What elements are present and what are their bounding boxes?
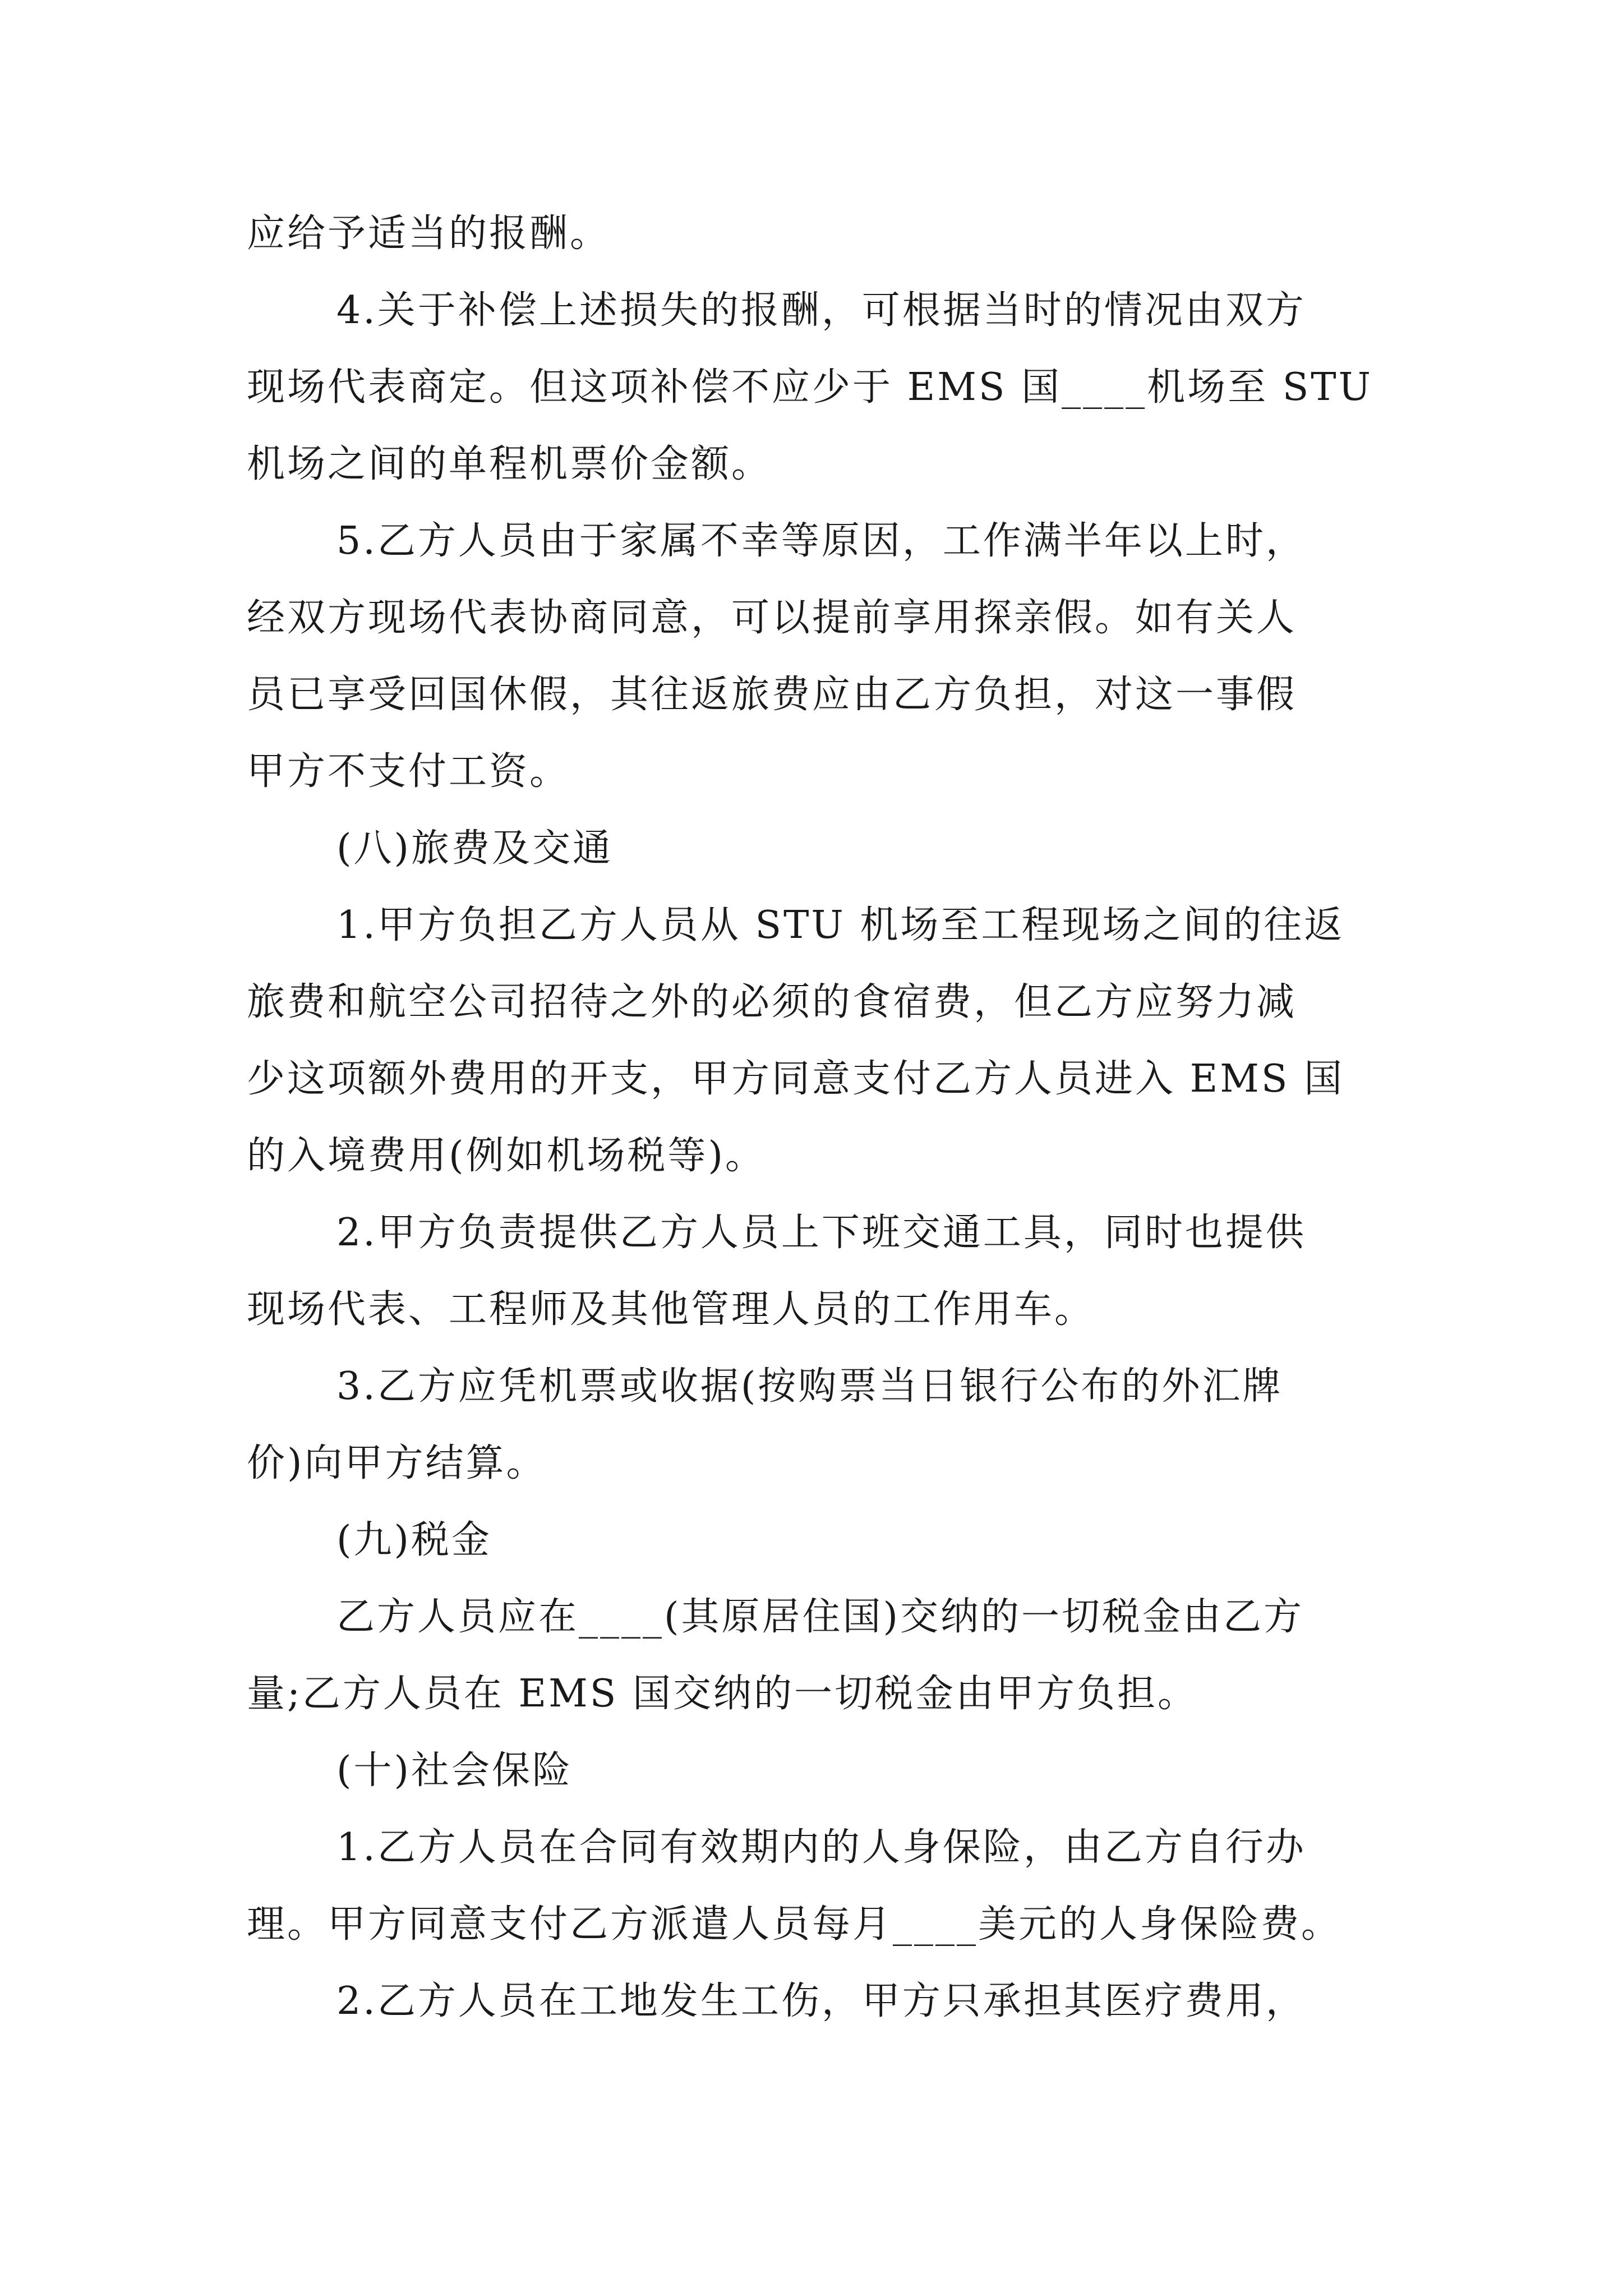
text-line: 1.乙方人员在合同有效期内的人身保险，由乙方自行办 [336,1825,1306,1870]
text-line: 1.甲方负担乙方人员从 STU 机场至工程现场之间的往返 [336,903,1345,947]
text-line: 少这项额外费用的开支，甲方同意支付乙方人员进入 EMS 国 [247,1057,1345,1101]
text-line: 理。甲方同意支付乙方派遣人员每月____美元的人身保险费。 [247,1902,1342,1947]
text-line: 现场代表商定。但这项补偿不应少于 EMS 国____机场至 STU [247,365,1373,409]
text-line: 应给予适当的报酬。 [247,211,611,256]
text-line: 的入境费用(例如机场税等)。 [247,1134,766,1178]
section-heading: (九)税金 [336,1518,492,1562]
text-line: 机场之间的单程机票价金额。 [247,442,772,486]
text-line: 价)向甲方结算。 [247,1441,547,1485]
document-body [247,195,1378,2040]
text-line: 5.乙方人员由于家属不幸等原因，工作满半年以上时， [336,519,1306,563]
text-line: 乙方人员应在____(其原居住国)交纳的一切税金由乙方 [336,1595,1304,1639]
text-line: 现场代表、工程师及其他管理人员的工作用车。 [247,1287,1095,1332]
text-line: 3.乙方应凭机票或收据(按购票当日银行公布的外汇牌 [336,1364,1283,1409]
text-line: 经双方现场代表协商同意，可以提前享用探亲假。如有关人 [247,596,1297,640]
text-line: 甲方不支付工资。 [247,749,570,794]
text-line: 4.关于补偿上述损失的报酬，可根据当时的情况由双方 [336,288,1306,333]
text-line: 2.甲方负责提供乙方人员上下班交通工具，同时也提供 [336,1211,1306,1255]
text-line: 2.乙方人员在工地发生工伤，甲方只承担其医疗费用， [336,1979,1306,2023]
text-line: 量;乙方人员在 EMS 国交纳的一切税金由甲方负担。 [247,1672,1198,1716]
section-heading: (八)旅费及交通 [336,826,614,871]
text-line: 旅费和航空公司招待之外的必须的食宿费，但乙方应努力减 [247,980,1297,1024]
text-line: 员已享受回国休假，其往返旅费应由乙方负担，对这一事假 [247,673,1297,717]
section-heading: (十)社会保险 [336,1749,573,1793]
